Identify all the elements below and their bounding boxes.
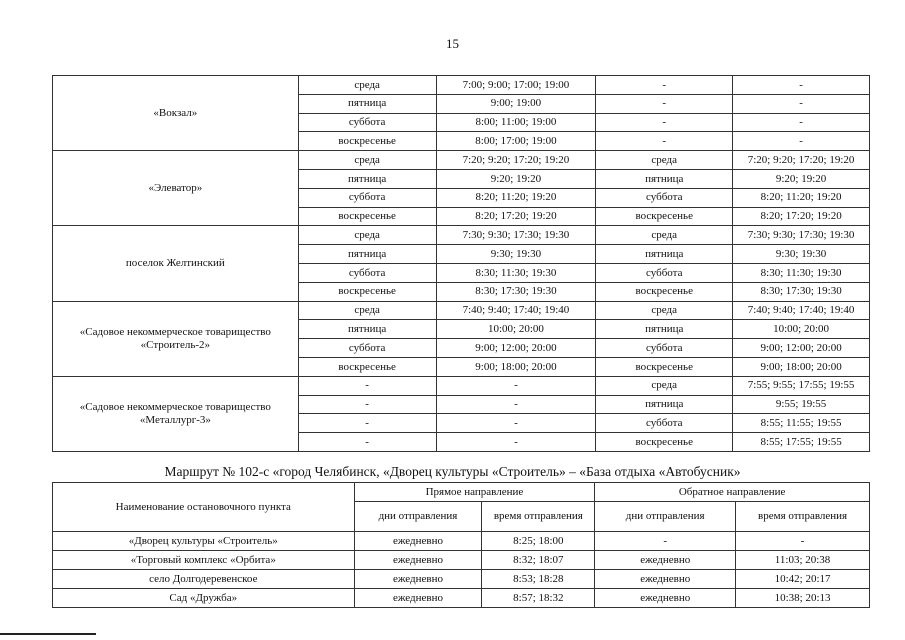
forward-time-cell: 9:00; 19:00 — [436, 94, 596, 113]
stop-name-cell: «Садовое некоммерческое товарищество «Металлург-3» — [53, 376, 299, 451]
forward-day-cell: - — [298, 395, 436, 414]
forward-day-cell: среда — [298, 226, 436, 245]
forward-day-cell: пятница — [298, 94, 436, 113]
reverse-day-cell: суббота — [596, 339, 733, 358]
forward-day-cell: пятница — [298, 169, 436, 188]
route-title: Маршрут № 102-с «город Челябинск, «Дворец культуры «Строитель» – «База отдыха «Автобусник» — [164, 464, 741, 479]
schedule-table-continued — [52, 75, 870, 452]
forward-day-cell: пятница — [298, 245, 436, 264]
forward-days-cell: ежедневно — [354, 532, 482, 551]
forward-day-cell: воскресенье — [298, 357, 436, 376]
reverse-time-cell: 9:00; 18:00; 20:00 — [733, 357, 870, 376]
reverse-time-cell: - — [733, 94, 870, 113]
reverse-time-cell: 8:30; 11:30; 19:30 — [733, 263, 870, 282]
forward-day-cell: - — [298, 433, 436, 452]
reverse-time-cell: 10:00; 20:00 — [733, 320, 870, 339]
forward-time-cell: 8:53; 18:28 — [482, 570, 595, 589]
route-header-row-1 — [53, 483, 870, 502]
forward-time-cell: 8:25; 18:00 — [482, 532, 595, 551]
forward-day-cell: среда — [298, 76, 436, 95]
forward-day-cell: суббота — [298, 339, 436, 358]
reverse-day-cell: среда — [596, 151, 733, 170]
reverse-time-cell: 7:20; 9:20; 17:20; 19:20 — [733, 151, 870, 170]
header-stop-name: Наименование остановочного пункта — [53, 483, 355, 532]
forward-time-cell: 8:20; 17:20; 19:20 — [436, 207, 596, 226]
forward-days-cell: ежедневно — [354, 570, 482, 589]
forward-day-cell: среда — [298, 151, 436, 170]
reverse-time-cell: 8:55; 11:55; 19:55 — [733, 414, 870, 433]
reverse-time-cell: 7:40; 9:40; 17:40; 19:40 — [733, 301, 870, 320]
header-forward-direction: Прямое направление — [354, 483, 595, 502]
schedule-row — [53, 376, 870, 395]
reverse-days-cell: - — [595, 532, 736, 551]
stop-name-cell: «Садовое некоммерческое товарищество «Строитель-2» — [53, 301, 299, 376]
forward-time-cell: 8:00; 17:00; 19:00 — [436, 132, 596, 151]
reverse-time-cell: - — [733, 113, 870, 132]
header-reverse-time: время отправления — [736, 502, 870, 532]
reverse-day-cell: пятница — [596, 245, 733, 264]
forward-time-cell: 7:30; 9:30; 17:30; 19:30 — [436, 226, 596, 245]
forward-day-cell: суббота — [298, 188, 436, 207]
reverse-time-cell: 8:55; 17:55; 19:55 — [733, 433, 870, 452]
reverse-day-cell: среда — [596, 226, 733, 245]
forward-time-cell: 7:40; 9:40; 17:40; 19:40 — [436, 301, 596, 320]
reverse-time-cell: 9:30; 19:30 — [733, 245, 870, 264]
stop-name-cell: «Дворец культуры «Строитель» — [53, 532, 355, 551]
stop-name-cell: Сад «Дружба» — [53, 589, 355, 608]
forward-time-cell: 9:20; 19:20 — [436, 169, 596, 188]
stop-name-cell: село Долгодеревенское — [53, 570, 355, 589]
reverse-time-cell: - — [733, 132, 870, 151]
forward-time-cell: - — [436, 395, 596, 414]
route-row — [53, 589, 870, 608]
forward-time-cell: 8:32; 18:07 — [482, 551, 595, 570]
forward-time-cell: 9:00; 12:00; 20:00 — [436, 339, 596, 358]
reverse-day-cell: воскресенье — [596, 357, 733, 376]
schedule-row — [53, 226, 870, 245]
forward-time-cell: 9:00; 18:00; 20:00 — [436, 357, 596, 376]
reverse-time-cell: 9:00; 12:00; 20:00 — [733, 339, 870, 358]
stop-name-cell: «Элеватор» — [53, 151, 299, 226]
forward-time-cell: 10:00; 20:00 — [436, 320, 596, 339]
header-forward-time: время отправления — [482, 502, 595, 532]
reverse-day-cell: пятница — [596, 395, 733, 414]
route-row — [53, 551, 870, 570]
forward-day-cell: среда — [298, 301, 436, 320]
reverse-day-cell: среда — [596, 376, 733, 395]
forward-time-cell: 8:30; 11:30; 19:30 — [436, 263, 596, 282]
reverse-time-cell: 9:55; 19:55 — [733, 395, 870, 414]
forward-time-cell: 7:20; 9:20; 17:20; 19:20 — [436, 151, 596, 170]
forward-time-cell: - — [436, 433, 596, 452]
forward-time-cell: 7:00; 9:00; 17:00; 19:00 — [436, 76, 596, 95]
forward-time-cell: 8:00; 11:00; 19:00 — [436, 113, 596, 132]
forward-days-cell: ежедневно — [354, 589, 482, 608]
reverse-day-cell: пятница — [596, 169, 733, 188]
reverse-day-cell: - — [596, 132, 733, 151]
forward-day-cell: суббота — [298, 263, 436, 282]
reverse-day-cell: суббота — [596, 414, 733, 433]
forward-time-cell: 8:57; 18:32 — [482, 589, 595, 608]
stop-name-cell: «Вокзал» — [53, 76, 299, 151]
reverse-time-cell: - — [736, 532, 870, 551]
reverse-day-cell: пятница — [596, 320, 733, 339]
forward-day-cell: суббота — [298, 113, 436, 132]
reverse-time-cell: 10:42; 20:17 — [736, 570, 870, 589]
stop-name-cell: «Торговый комплекс «Орбита» — [53, 551, 355, 570]
forward-day-cell: воскресенье — [298, 282, 436, 301]
route-row — [53, 532, 870, 551]
forward-time-cell: 8:20; 11:20; 19:20 — [436, 188, 596, 207]
reverse-day-cell: воскресенье — [596, 207, 733, 226]
forward-day-cell: воскресенье — [298, 132, 436, 151]
reverse-day-cell: - — [596, 76, 733, 95]
forward-time-cell: 8:30; 17:30; 19:30 — [436, 282, 596, 301]
header-forward-days: дни отправления — [354, 502, 482, 532]
page-number: 15 — [446, 36, 459, 51]
reverse-time-cell: - — [733, 76, 870, 95]
forward-day-cell: - — [298, 414, 436, 433]
forward-day-cell: пятница — [298, 320, 436, 339]
reverse-time-cell: 7:30; 9:30; 17:30; 19:30 — [733, 226, 870, 245]
header-reverse-days: дни отправления — [595, 502, 736, 532]
reverse-time-cell: 7:55; 9:55; 17:55; 19:55 — [733, 376, 870, 395]
schedule-row — [53, 151, 870, 170]
schedule-row — [53, 301, 870, 320]
forward-time-cell: - — [436, 376, 596, 395]
reverse-time-cell: 9:20; 19:20 — [733, 169, 870, 188]
page-edge-line — [0, 633, 96, 635]
schedule-row — [53, 76, 870, 95]
route-schedule-table — [52, 482, 870, 608]
reverse-time-cell: 8:20; 11:20; 19:20 — [733, 188, 870, 207]
reverse-days-cell: ежедневно — [595, 589, 736, 608]
route-row — [53, 570, 870, 589]
forward-time-cell: - — [436, 414, 596, 433]
header-reverse-direction: Обратное направление — [595, 483, 870, 502]
reverse-day-cell: среда — [596, 301, 733, 320]
forward-day-cell: воскресенье — [298, 207, 436, 226]
reverse-day-cell: - — [596, 94, 733, 113]
forward-time-cell: 9:30; 19:30 — [436, 245, 596, 264]
reverse-day-cell: воскресенье — [596, 433, 733, 452]
stop-name-cell: поселок Желтинский — [53, 226, 299, 301]
reverse-day-cell: суббота — [596, 263, 733, 282]
reverse-time-cell: 8:20; 17:20; 19:20 — [733, 207, 870, 226]
reverse-time-cell: 10:38; 20:13 — [736, 589, 870, 608]
reverse-days-cell: ежедневно — [595, 570, 736, 589]
reverse-time-cell: 8:30; 17:30; 19:30 — [733, 282, 870, 301]
forward-day-cell: - — [298, 376, 436, 395]
reverse-days-cell: ежедневно — [595, 551, 736, 570]
reverse-day-cell: суббота — [596, 188, 733, 207]
reverse-day-cell: - — [596, 113, 733, 132]
reverse-time-cell: 11:03; 20:38 — [736, 551, 870, 570]
reverse-day-cell: воскресенье — [596, 282, 733, 301]
forward-days-cell: ежедневно — [354, 551, 482, 570]
